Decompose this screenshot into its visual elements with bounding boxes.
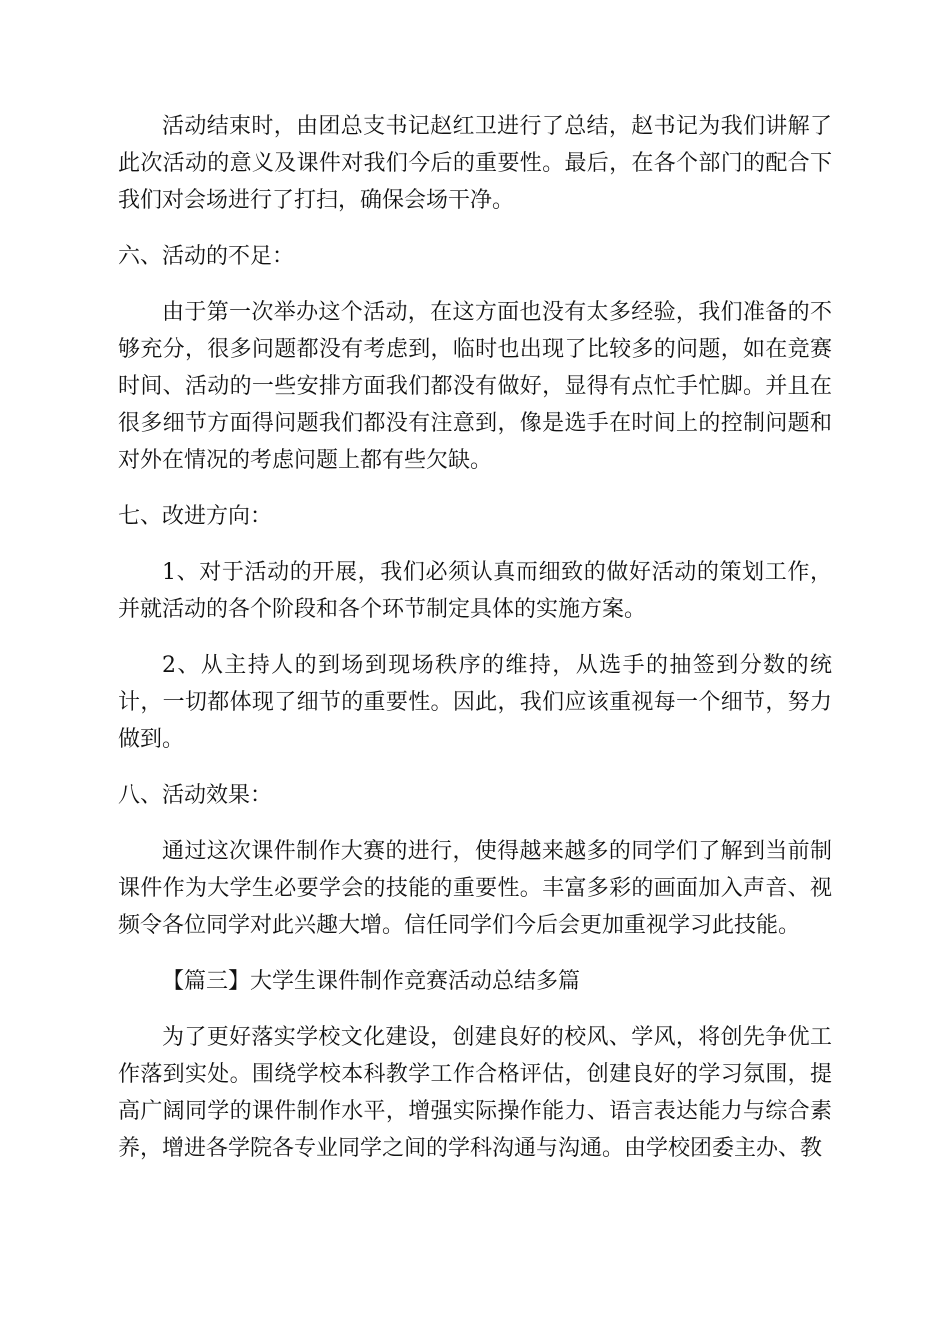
paragraph-summary: 活动结束时，由团总支书记赵红卫进行了总结，赵书记为我们讲解了此次活动的意义及课件对我们今后的重要性。最后，在各个部门的配合下我们对会场进行了打扫，确保会场干净。 — [118, 114, 832, 213]
heading-improvements: 七、改进方向： — [118, 504, 273, 529]
paragraph-improvement-2: 2、从主持人的到场到现场秩序的维持，从选手的抽签到分数的统计，一切都体现了细节的重要性。因此，我们应该重视每一个细节，努力做到。 — [118, 653, 832, 752]
paragraph-shortcomings: 由于第一次举办这个活动，在这方面也没有太多经验，我们准备的不够充分，很多问题都没有考虑到，临时也出现了比较多的问题，如在竞赛时间、活动的一些安排方面我们都没有做好，显得有点忙手忙脚。并且在很多细节方面得问题我们都没有注意到，像是选手在时间上的控制问题和对外在情况的考虑问题上都有些欠缺。 — [118, 300, 832, 473]
paragraph-effects: 通过这次课件制作大赛的进行，使得越来越多的同学们了解到当前制课件作为大学生必要学会的技能的重要性。丰富多彩的画面加入声音、视频令各位同学对此兴趣大增。信任同学们今后会更加重视学习此技能。 — [118, 839, 832, 938]
heading-effects: 八、活动效果： — [118, 783, 273, 808]
paragraph-improvement-1: 1、对于活动的开展，我们必须认真而细致的做好活动的策划工作，并就活动的各个阶段和各个环节制定具体的实施方案。 — [118, 560, 832, 622]
paragraph-part-three-intro: 为了更好落实学校文化建设，创建良好的校风、学风，将创先争优工作落到实处。围绕学校本科教学工作合格评估，创建良好的学习氛围，提高广阔同学的课件制作水平，增强实际操作能力、语言表达能力与综合素养，增进各学院各专业同学之间的学科沟通与沟通。由学校团委主办、教 — [118, 1025, 832, 1161]
section-title-part-three: 【篇三】大学生课件制作竞赛活动总结多篇 — [162, 969, 581, 994]
heading-shortcomings: 六、活动的不足： — [118, 244, 295, 269]
